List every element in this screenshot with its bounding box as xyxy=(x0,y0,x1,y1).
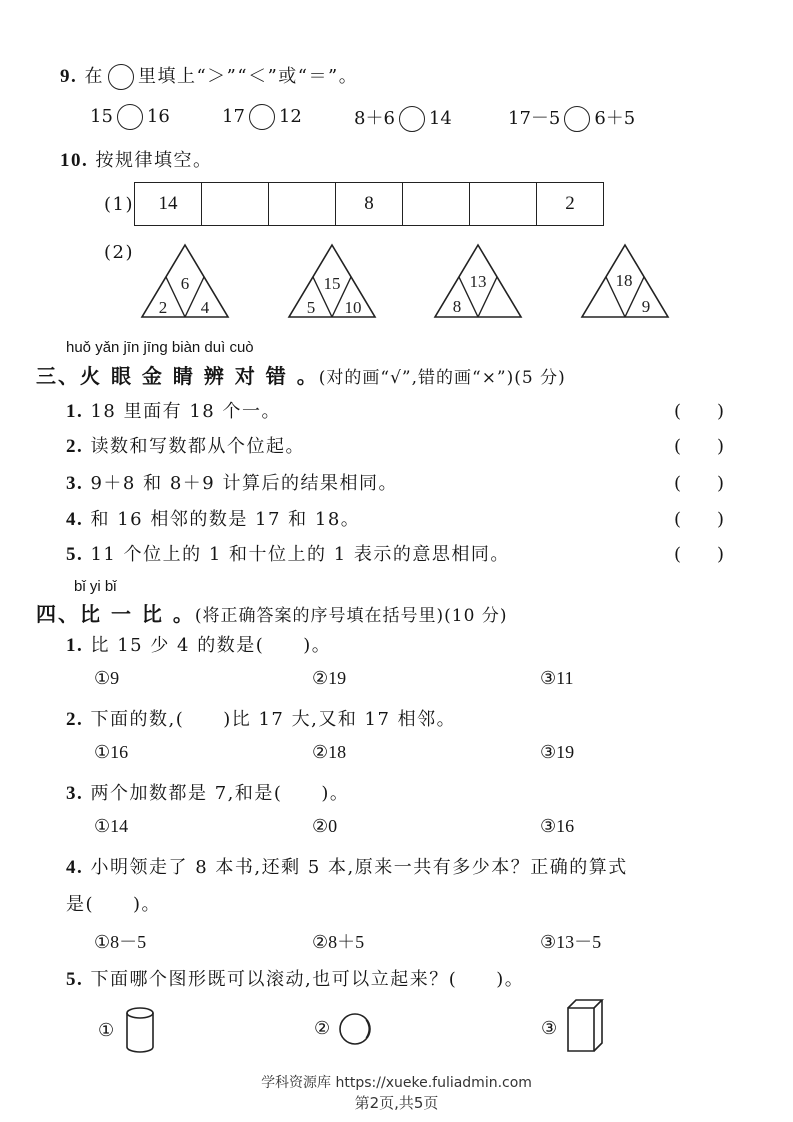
answer-paren[interactable]: ( ) xyxy=(674,436,725,457)
q10-number: 10. xyxy=(60,150,89,171)
answer-paren[interactable]: ( ) xyxy=(674,473,725,494)
number-triangle xyxy=(582,245,668,317)
item-number: 1. xyxy=(66,401,84,422)
item-text: 两个加数都是 7,和是( )。 xyxy=(90,783,350,804)
answer-paren[interactable]: ( ) xyxy=(674,509,725,530)
option[interactable]: ③19 xyxy=(540,742,575,762)
section3-heading xyxy=(36,360,566,389)
section3-pinyin: huǒ yǎn jīn jīng biàn duì cuò xyxy=(66,339,254,356)
item-text: 小明领走了 8 本书,还剩 5 本,原来一共有多少本？正确的算式 xyxy=(90,857,628,878)
judge-item-1 xyxy=(66,397,281,423)
triangle-right-value: 9 xyxy=(641,297,651,316)
option[interactable]: ③13－5 xyxy=(540,932,602,952)
option[interactable]: ①8－5 xyxy=(94,932,147,952)
answer-paren[interactable]: ( ) xyxy=(674,544,725,565)
number-triangle xyxy=(142,245,228,317)
footer-page: 第2页,共5页 xyxy=(354,1094,439,1112)
item-text: 9＋8 和 8＋9 计算后的结果相同。 xyxy=(90,473,398,494)
choice-q1 xyxy=(66,631,331,657)
option[interactable]: ③16 xyxy=(540,816,575,836)
choice-q5 xyxy=(66,965,524,991)
option[interactable]: ②8＋5 xyxy=(312,932,365,952)
item-number: 2. xyxy=(66,709,84,730)
sphere-icon xyxy=(336,1010,376,1050)
item-number: 5. xyxy=(66,544,84,565)
option[interactable]: ②18 xyxy=(312,742,347,762)
option[interactable]: ② xyxy=(314,1018,331,1038)
sequence-cell[interactable]: 2 xyxy=(565,193,575,214)
item-text: 下面的数,( )比 17 大,又和 17 相邻。 xyxy=(90,709,457,730)
q9-item-right: 6＋5 xyxy=(594,108,636,129)
q9-item-left: 17 xyxy=(222,106,245,127)
cuboid-icon xyxy=(562,996,610,1056)
triangle-left-value: 5 xyxy=(306,298,316,317)
item-text: 18 里面有 18 个一。 xyxy=(90,401,281,422)
section4-heading xyxy=(36,598,507,627)
number-triangles xyxy=(0,0,793,330)
item-number: 2. xyxy=(66,436,84,457)
item-number: 3. xyxy=(66,783,84,804)
q10-part1-label: (1) xyxy=(104,194,134,215)
item-text: 和 16 相邻的数是 17 和 18。 xyxy=(90,509,361,530)
judge-item-3 xyxy=(66,469,398,495)
section4-title: 四、比 一 比 。 xyxy=(36,602,195,626)
judge-item-2 xyxy=(66,432,305,458)
judge-item-4 xyxy=(66,505,360,531)
number-triangle xyxy=(435,245,521,317)
q9-number: 9. xyxy=(60,66,78,87)
footer-source: 学科资源库 https://xueke.fuliadmin.com xyxy=(261,1075,532,1091)
triangle-right-value: 4 xyxy=(200,298,210,317)
q9-item-right: 12 xyxy=(278,106,302,127)
option[interactable]: ②0 xyxy=(312,816,338,836)
choice-q4 xyxy=(66,853,628,879)
triangle-left-value: 2 xyxy=(158,298,168,317)
sequence-cell[interactable]: 14 xyxy=(135,183,202,225)
section3-instruction: (对的画“√”,错的画“×”)(5 分) xyxy=(318,368,566,388)
q9-text-after: 里填上“＞”“＜”或“＝”。 xyxy=(137,66,359,87)
item-text: 读数和写数都从个位起。 xyxy=(90,436,305,457)
item-number: 1. xyxy=(66,635,84,656)
option[interactable]: ②19 xyxy=(312,668,347,688)
triangle-top-value: 13 xyxy=(469,272,487,291)
answer-paren[interactable]: ( ) xyxy=(674,401,725,422)
q9-item-left: 17－5 xyxy=(508,108,561,129)
section3-title: 三、火 眼 金 睛 辨 对 错 。 xyxy=(36,364,319,388)
item-number: 3. xyxy=(66,473,84,494)
option[interactable]: ① xyxy=(98,1020,115,1040)
triangle-top-value: 6 xyxy=(180,274,190,293)
item-number: 4. xyxy=(66,857,84,878)
option[interactable]: ①16 xyxy=(94,742,129,762)
option[interactable]: ③ xyxy=(541,1018,558,1038)
triangle-right-value: 10 xyxy=(344,298,362,317)
choice-q4-line2: 是( )。 xyxy=(66,894,162,915)
choice-q2 xyxy=(66,705,456,731)
q10-text: 按规律填空。 xyxy=(95,150,213,171)
q9-item-left: 8＋6 xyxy=(354,108,395,129)
cylinder-icon xyxy=(118,1004,162,1058)
number-triangle xyxy=(289,245,375,317)
section4-pinyin: bǐ yi bǐ xyxy=(74,578,117,595)
q9-item-left: 15 xyxy=(90,106,113,127)
item-text: 下面哪个图形既可以滚动,也可以立起来？( )。 xyxy=(90,969,525,990)
q9-item-right: 16 xyxy=(146,106,170,127)
choice-q3 xyxy=(66,779,349,805)
item-text: 比 15 少 4 的数是( )。 xyxy=(90,635,332,656)
section4-instruction: (将正确答案的序号填在括号里)(10 分) xyxy=(194,606,508,626)
item-number: 5. xyxy=(66,969,84,990)
judge-item-5 xyxy=(66,540,510,566)
q10-part2-label: (2) xyxy=(104,242,134,263)
item-number: 4. xyxy=(66,509,84,530)
triangle-left-value: 8 xyxy=(452,297,462,316)
triangle-top-value: 15 xyxy=(323,274,341,293)
sequence-cell[interactable]: 8 xyxy=(336,183,403,225)
option[interactable]: ③11 xyxy=(540,668,574,688)
triangle-top-value: 18 xyxy=(615,271,633,290)
option[interactable]: ①9 xyxy=(94,668,120,688)
q9-item-right: 14 xyxy=(428,108,452,129)
item-text: 11 个位上的 1 和十位上的 1 表示的意思相同。 xyxy=(90,544,510,565)
q9-text-before: 在 xyxy=(84,66,104,87)
option[interactable]: ①14 xyxy=(94,816,129,836)
